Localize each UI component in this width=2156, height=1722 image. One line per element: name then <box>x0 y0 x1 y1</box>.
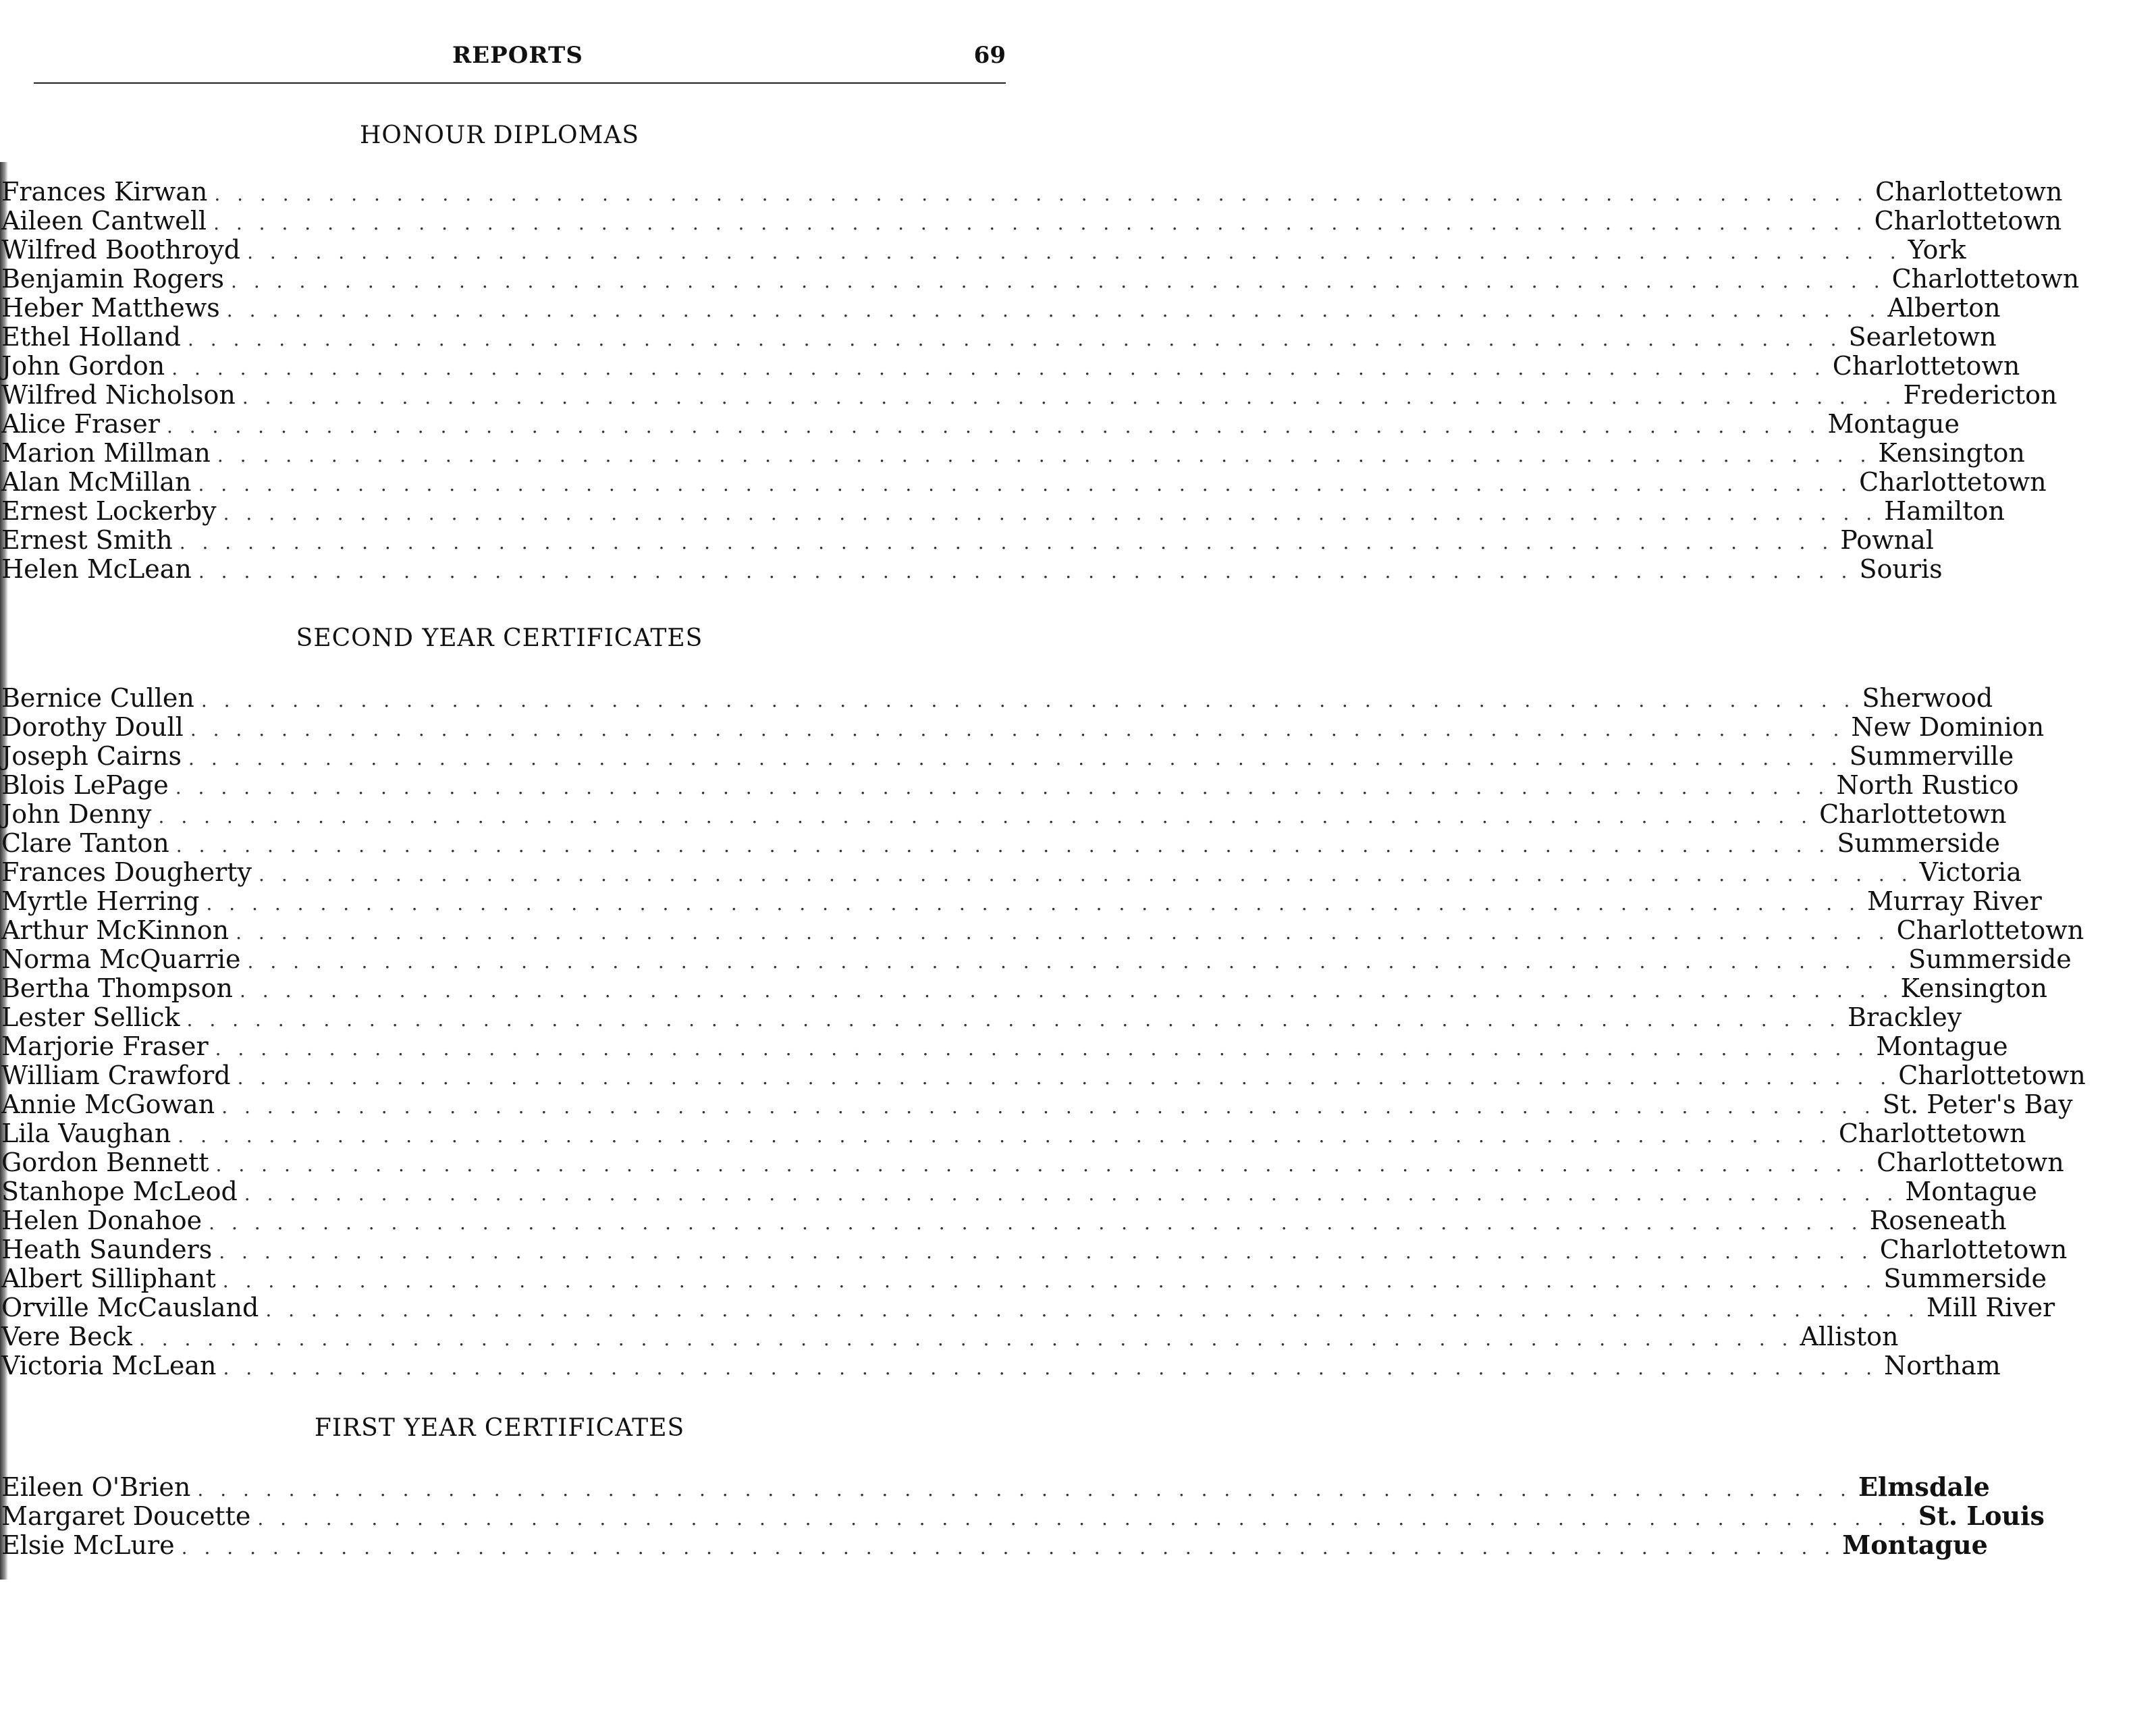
student-name: William Crawford <box>1 1060 231 1090</box>
list-item <box>0 915 2084 945</box>
hometown: Elmsdale <box>1858 1472 1990 1502</box>
hometown: Charlottetown <box>1877 1148 2064 1177</box>
hometown: Kensington <box>1900 973 2047 1003</box>
dot-leader: . . . . . . . . . . . . . . . . . . . . . . . . . . . . . . . . . . . . . . . . . . . . . . . . . . . . . . . . . . . . . . . . . . . . . . . . . <box>138 1328 1794 1350</box>
honour-diplomas-list <box>0 177 2080 584</box>
dot-leader: . . . . . . . . . . . . . . . . . . . . . . . . . . . . . . . . . . . . . . . . . . . . . . . . . . . . . . . . . . . . . . . . . . . . . . . . . <box>171 357 1826 379</box>
hometown: Souris <box>1859 554 1943 584</box>
list-item <box>0 1530 1988 1560</box>
dot-leader: . . . . . . . . . . . . . . . . . . . . . . . . . . . . . . . . . . . . . . . . . . . . . . . . . . . . . . . . . . . . . . . . . . . . . . . . . <box>265 1299 1920 1321</box>
student-name: Ethel Holland <box>1 322 181 352</box>
student-name: Orville McCausland <box>1 1293 259 1322</box>
hometown: Brackley <box>1848 1002 1962 1032</box>
list-item <box>0 973 2047 1003</box>
student-name: Marion Millman <box>1 438 211 468</box>
hometown: Fredericton <box>1903 380 2057 410</box>
dot-leader: . . . . . . . . . . . . . . . . . . . . . . . . . . . . . . . . . . . . . . . . . . . . . . . . . . . . . . . . . . . . . . . . . . . . . . . . . <box>186 1008 1841 1031</box>
student-name: Heber Matthews <box>1 293 220 323</box>
dot-leader: . . . . . . . . . . . . . . . . . . . . . . . . . . . . . . . . . . . . . . . . . . . . . . . . . . . . . . . . . . . . . . . . . . . . . . . . . <box>190 718 1845 741</box>
dot-leader: . . . . . . . . . . . . . . . . . . . . . . . . . . . . . . . . . . . . . . . . . . . . . . . . . . . . . . . . . . . . . . . . . . . . . . . . . <box>175 776 1830 799</box>
student-name: Elsie McLure <box>1 1530 175 1560</box>
hometown: Mill River <box>1926 1293 2055 1322</box>
hometown: Alliston <box>1800 1322 1899 1351</box>
hometown: New Dominion <box>1851 712 2045 742</box>
hometown: Murray River <box>1867 886 2042 916</box>
hometown: Summerside <box>1908 944 2072 974</box>
list-item <box>0 828 2001 858</box>
hometown: Roseneath <box>1869 1206 2007 1235</box>
student-name: Heath Saunders <box>1 1235 213 1264</box>
hometown: Summerville <box>1849 741 2014 771</box>
list-item <box>0 886 2042 916</box>
dot-leader: . . . . . . . . . . . . . . . . . . . . . . . . . . . . . . . . . . . . . . . . . . . . . . . . . . . . . . . . . . . . . . . . . . . . . . . . . <box>179 531 1834 554</box>
student-name: Norma McQuarrie <box>1 944 241 974</box>
dot-leader: . . . . . . . . . . . . . . . . . . . . . . . . . . . . . . . . . . . . . . . . . . . . . . . . . . . . . . . . . . . . . . . . . . . . . . . . . <box>209 1212 1863 1234</box>
hometown: Searletown <box>1848 322 1997 352</box>
hometown: Alberton <box>1887 293 2001 323</box>
list-item <box>0 293 2001 323</box>
hometown: Sherwood <box>1862 683 1993 713</box>
student-name: Blois LePage <box>1 770 169 800</box>
list-item <box>0 1148 2064 1177</box>
student-name: Frances Kirwan <box>1 177 208 207</box>
student-name: Arthur McKinnon <box>1 915 230 945</box>
dot-leader: . . . . . . . . . . . . . . . . . . . . . . . . . . . . . . . . . . . . . . . . . . . . . . . . . . . . . . . . . . . . . . . . . . . . . . . . . <box>244 1183 1899 1205</box>
hometown: York <box>1908 235 1966 265</box>
dot-leader: . . . . . . . . . . . . . . . . . . . . . . . . . . . . . . . . . . . . . . . . . . . . . . . . . . . . . . . . . . . . . . . . . . . . . . . . . <box>178 1125 1832 1147</box>
list-item <box>0 1472 1990 1502</box>
student-name: Frances Dougherty <box>1 857 252 887</box>
hometown: Charlottetown <box>1832 351 2020 381</box>
dot-leader: . . . . . . . . . . . . . . . . . . . . . . . . . . . . . . . . . . . . . . . . . . . . . . . . . . . . . . . . . . . . . . . . . . . . . . . . . <box>158 805 1813 828</box>
second-year-list <box>0 683 2086 1380</box>
student-name: Albert Silliphant <box>1 1264 216 1293</box>
dot-leader: . . . . . . . . . . . . . . . . . . . . . . . . . . . . . . . . . . . . . . . . . . . . . . . . . . . . . . . . . . . . . . . . . . . . . . . . . <box>197 1478 1852 1501</box>
dot-leader: . . . . . . . . . . . . . . . . . . . . . . . . . . . . . . . . . . . . . . . . . . . . . . . . . . . . . . . . . . . . . . . . . . . . . . . . . <box>206 892 1861 915</box>
hometown: Charlottetown <box>1879 1235 2068 1264</box>
list-item <box>0 1002 1962 1032</box>
section-title-honour-diplomas: HONOUR DIPLOMAS <box>359 122 640 149</box>
hometown: North Rustico <box>1836 770 2019 800</box>
student-name: Joseph Cairns <box>1 741 182 771</box>
hometown: Summerside <box>1837 828 2001 858</box>
student-name: Lila Vaughan <box>1 1119 171 1148</box>
student-name: John Gordon <box>1 351 165 381</box>
student-name: Alan McMillan <box>1 467 192 497</box>
dot-leader: . . . . . . . . . . . . . . . . . . . . . . . . . . . . . . . . . . . . . . . . . . . . . . . . . . . . . . . . . . . . . . . . . . . . . . . . . <box>247 241 1902 263</box>
list-item <box>0 438 2025 468</box>
page-number: 69 <box>973 42 1006 69</box>
student-name: Bernice Cullen <box>1 683 194 713</box>
student-name: Lester Sellick <box>1 1002 180 1032</box>
list-item <box>0 206 2062 236</box>
dot-leader: . . . . . . . . . . . . . . . . . . . . . . . . . . . . . . . . . . . . . . . . . . . . . . . . . . . . . . . . . . . . . . . . . . . . . . . . . <box>217 444 1872 466</box>
dot-leader: . . . . . . . . . . . . . . . . . . . . . . . . . . . . . . . . . . . . . . . . . . . . . . . . . . . . . . . . . . . . . . . . . . . . . . . . . <box>215 1154 1870 1176</box>
hometown: St. Peter's Bay <box>1882 1089 2073 1119</box>
running-header-title: REPORTS <box>452 42 583 69</box>
list-item <box>0 264 2080 294</box>
hometown: Charlottetown <box>1898 1060 2086 1090</box>
list-item <box>0 1060 2086 1090</box>
dot-leader: . . . . . . . . . . . . . . . . . . . . . . . . . . . . . . . . . . . . . . . . . . . . . . . . . . . . . . . . . . . . . . . . . . . . . . . . . <box>247 950 1902 973</box>
list-item <box>0 741 2014 771</box>
first-year-list <box>0 1472 2045 1560</box>
student-name: Benjamin Rogers <box>1 264 225 294</box>
dot-leader: . . . . . . . . . . . . . . . . . . . . . . . . . . . . . . . . . . . . . . . . . . . . . . . . . . . . . . . . . . . . . . . . . . . . . . . . . <box>166 415 1821 437</box>
running-header <box>34 42 1006 84</box>
hometown: Montague <box>1827 409 1960 439</box>
list-item <box>0 1293 2055 1322</box>
student-name: Stanhope McLeod <box>1 1177 238 1206</box>
dot-leader: . . . . . . . . . . . . . . . . . . . . . . . . . . . . . . . . . . . . . . . . . . . . . . . . . . . . . . . . . . . . . . . . . . . . . . . . . <box>257 1507 1912 1530</box>
student-name: Victoria McLean <box>1 1351 217 1380</box>
list-item <box>0 1031 2008 1061</box>
hometown: Charlottetown <box>1874 206 2062 236</box>
student-name: Wilfred Boothroyd <box>1 235 241 265</box>
section-title-first-year: FIRST YEAR CERTIFICATES <box>314 1414 685 1442</box>
student-name: Helen Donahoe <box>1 1206 203 1235</box>
student-name: Gordon Bennett <box>1 1148 209 1177</box>
dot-leader: . . . . . . . . . . . . . . . . . . . . . . . . . . . . . . . . . . . . . . . . . . . . . . . . . . . . . . . . . . . . . . . . . . . . . . . . . <box>198 473 1853 495</box>
dot-leader: . . . . . . . . . . . . . . . . . . . . . . . . . . . . . . . . . . . . . . . . . . . . . . . . . . . . . . . . . . . . . . . . . . . . . . . . . <box>242 386 1897 408</box>
dot-leader: . . . . . . . . . . . . . . . . . . . . . . . . . . . . . . . . . . . . . . . . . . . . . . . . . . . . . . . . . . . . . . . . . . . . . . . . . <box>181 1536 1836 1559</box>
dot-leader: . . . . . . . . . . . . . . . . . . . . . . . . . . . . . . . . . . . . . . . . . . . . . . . . . . . . . . . . . . . . . . . . . . . . . . . . . <box>221 1096 1876 1118</box>
list-item <box>0 525 1934 555</box>
hometown: Montague <box>1905 1177 2037 1206</box>
hometown: Charlottetown <box>1838 1119 2026 1148</box>
list-item <box>0 857 2022 887</box>
list-item <box>0 1351 2001 1380</box>
student-name: Ernest Lockerby <box>1 496 217 526</box>
hometown: Northam <box>1884 1351 2001 1380</box>
list-item <box>0 1177 2037 1206</box>
hometown: Charlottetown <box>1891 264 2080 294</box>
dot-leader: . . . . . . . . . . . . . . . . . . . . . . . . . . . . . . . . . . . . . . . . . . . . . . . . . . . . . . . . . . . . . . . . . . . . . . . . . <box>198 560 1853 583</box>
list-item <box>0 467 2047 497</box>
hometown: Kensington <box>1878 438 2025 468</box>
student-name: Ernest Smith <box>1 525 173 555</box>
list-item <box>0 409 1960 439</box>
list-item <box>0 351 2020 381</box>
dot-leader: . . . . . . . . . . . . . . . . . . . . . . . . . . . . . . . . . . . . . . . . . . . . . . . . . . . . . . . . . . . . . . . . . . . . . . . . . <box>200 689 1856 711</box>
dot-leader: . . . . . . . . . . . . . . . . . . . . . . . . . . . . . . . . . . . . . . . . . . . . . . . . . . . . . . . . . . . . . . . . . . . . . . . . . <box>231 270 1885 292</box>
dot-leader: . . . . . . . . . . . . . . . . . . . . . . . . . . . . . . . . . . . . . . . . . . . . . . . . . . . . . . . . . . . . . . . . . . . . . . . . . <box>259 863 1913 886</box>
dot-leader: . . . . . . . . . . . . . . . . . . . . . . . . . . . . . . . . . . . . . . . . . . . . . . . . . . . . . . . . . . . . . . . . . . . . . . . . . <box>239 979 1894 1002</box>
hometown: Montague <box>1842 1530 1988 1560</box>
dot-leader: . . . . . . . . . . . . . . . . . . . . . . . . . . . . . . . . . . . . . . . . . . . . . . . . . . . . . . . . . . . . . . . . . . . . . . . . . <box>236 921 1890 944</box>
dot-leader: . . . . . . . . . . . . . . . . . . . . . . . . . . . . . . . . . . . . . . . . . . . . . . . . . . . . . . . . . . . . . . . . . . . . . . . . . <box>214 183 1868 205</box>
list-item <box>0 683 1993 713</box>
list-item <box>0 554 1943 584</box>
student-name: Helen McLean <box>1 554 192 584</box>
list-item <box>0 496 2005 526</box>
list-item <box>0 1089 2073 1119</box>
student-name: Dorothy Doull <box>1 712 184 742</box>
student-name: Bertha Thompson <box>1 973 233 1003</box>
dot-leader: . . . . . . . . . . . . . . . . . . . . . . . . . . . . . . . . . . . . . . . . . . . . . . . . . . . . . . . . . . . . . . . . . . . . . . . . . <box>188 747 1843 770</box>
student-name: Margaret Doucette <box>1 1501 251 1531</box>
list-item <box>0 235 1966 265</box>
student-name: Eileen O'Brien <box>1 1472 191 1502</box>
dot-leader: . . . . . . . . . . . . . . . . . . . . . . . . . . . . . . . . . . . . . . . . . . . . . . . . . . . . . . . . . . . . . . . . . . . . . . . . . <box>237 1067 1892 1089</box>
list-item <box>0 1264 2047 1293</box>
hometown: Charlottetown <box>1896 915 2084 945</box>
student-name: Wilfred Nicholson <box>1 380 236 410</box>
dot-leader: . . . . . . . . . . . . . . . . . . . . . . . . . . . . . . . . . . . . . . . . . . . . . . . . . . . . . . . . . . . . . . . . . . . . . . . . . <box>219 1241 1873 1263</box>
dot-leader: . . . . . . . . . . . . . . . . . . . . . . . . . . . . . . . . . . . . . . . . . . . . . . . . . . . . . . . . . . . . . . . . . . . . . . . . . <box>215 1038 1870 1060</box>
student-name: Alice Fraser <box>1 409 160 439</box>
list-item <box>0 1206 2007 1235</box>
student-name: Marjorie Fraser <box>1 1031 209 1061</box>
list-item <box>0 380 2057 410</box>
list-item <box>0 1119 2026 1148</box>
dot-leader: . . . . . . . . . . . . . . . . . . . . . . . . . . . . . . . . . . . . . . . . . . . . . . . . . . . . . . . . . . . . . . . . . . . . . . . . . <box>187 328 1842 350</box>
dot-leader: . . . . . . . . . . . . . . . . . . . . . . . . . . . . . . . . . . . . . . . . . . . . . . . . . . . . . . . . . . . . . . . . . . . . . . . . . <box>223 502 1878 524</box>
hometown: Charlottetown <box>1859 467 2047 497</box>
dot-leader: . . . . . . . . . . . . . . . . . . . . . . . . . . . . . . . . . . . . . . . . . . . . . . . . . . . . . . . . . . . . . . . . . . . . . . . . . <box>226 299 1881 321</box>
dot-leader: . . . . . . . . . . . . . . . . . . . . . . . . . . . . . . . . . . . . . . . . . . . . . . . . . . . . . . . . . . . . . . . . . . . . . . . . . <box>222 1270 1877 1292</box>
list-item <box>0 1235 2068 1264</box>
list-item <box>0 799 2007 829</box>
hometown: Montague <box>1876 1031 2008 1061</box>
list-item <box>0 1501 2045 1531</box>
hometown: Charlottetown <box>1875 177 2063 207</box>
hometown: Charlottetown <box>1819 799 2007 829</box>
list-item <box>0 944 2072 974</box>
student-name: Aileen Cantwell <box>1 206 207 236</box>
student-name: Annie McGowan <box>1 1089 215 1119</box>
student-name: John Denny <box>1 799 152 829</box>
hometown: Pownal <box>1840 525 1934 555</box>
student-name: Myrtle Herring <box>1 886 200 916</box>
list-item <box>0 322 1997 352</box>
hometown: Summerside <box>1883 1264 2047 1293</box>
section-title-second-year: SECOND YEAR CERTIFICATES <box>296 624 703 652</box>
list-item <box>0 177 2063 207</box>
dot-leader: . . . . . . . . . . . . . . . . . . . . . . . . . . . . . . . . . . . . . . . . . . . . . . . . . . . . . . . . . . . . . . . . . . . . . . . . . <box>223 1357 1878 1379</box>
dot-leader: . . . . . . . . . . . . . . . . . . . . . . . . . . . . . . . . . . . . . . . . . . . . . . . . . . . . . . . . . . . . . . . . . . . . . . . . . <box>176 834 1831 857</box>
hometown: Victoria <box>1919 857 2022 887</box>
student-name: Clare Tanton <box>1 828 169 858</box>
dot-leader: . . . . . . . . . . . . . . . . . . . . . . . . . . . . . . . . . . . . . . . . . . . . . . . . . . . . . . . . . . . . . . . . . . . . . . . . . <box>213 212 1868 234</box>
list-item <box>0 1322 1899 1351</box>
hometown: Hamilton <box>1884 496 2005 526</box>
list-item <box>0 712 2045 742</box>
student-name: Vere Beck <box>1 1322 132 1351</box>
hometown: St. Louis <box>1918 1501 2045 1531</box>
list-item <box>0 770 2019 800</box>
